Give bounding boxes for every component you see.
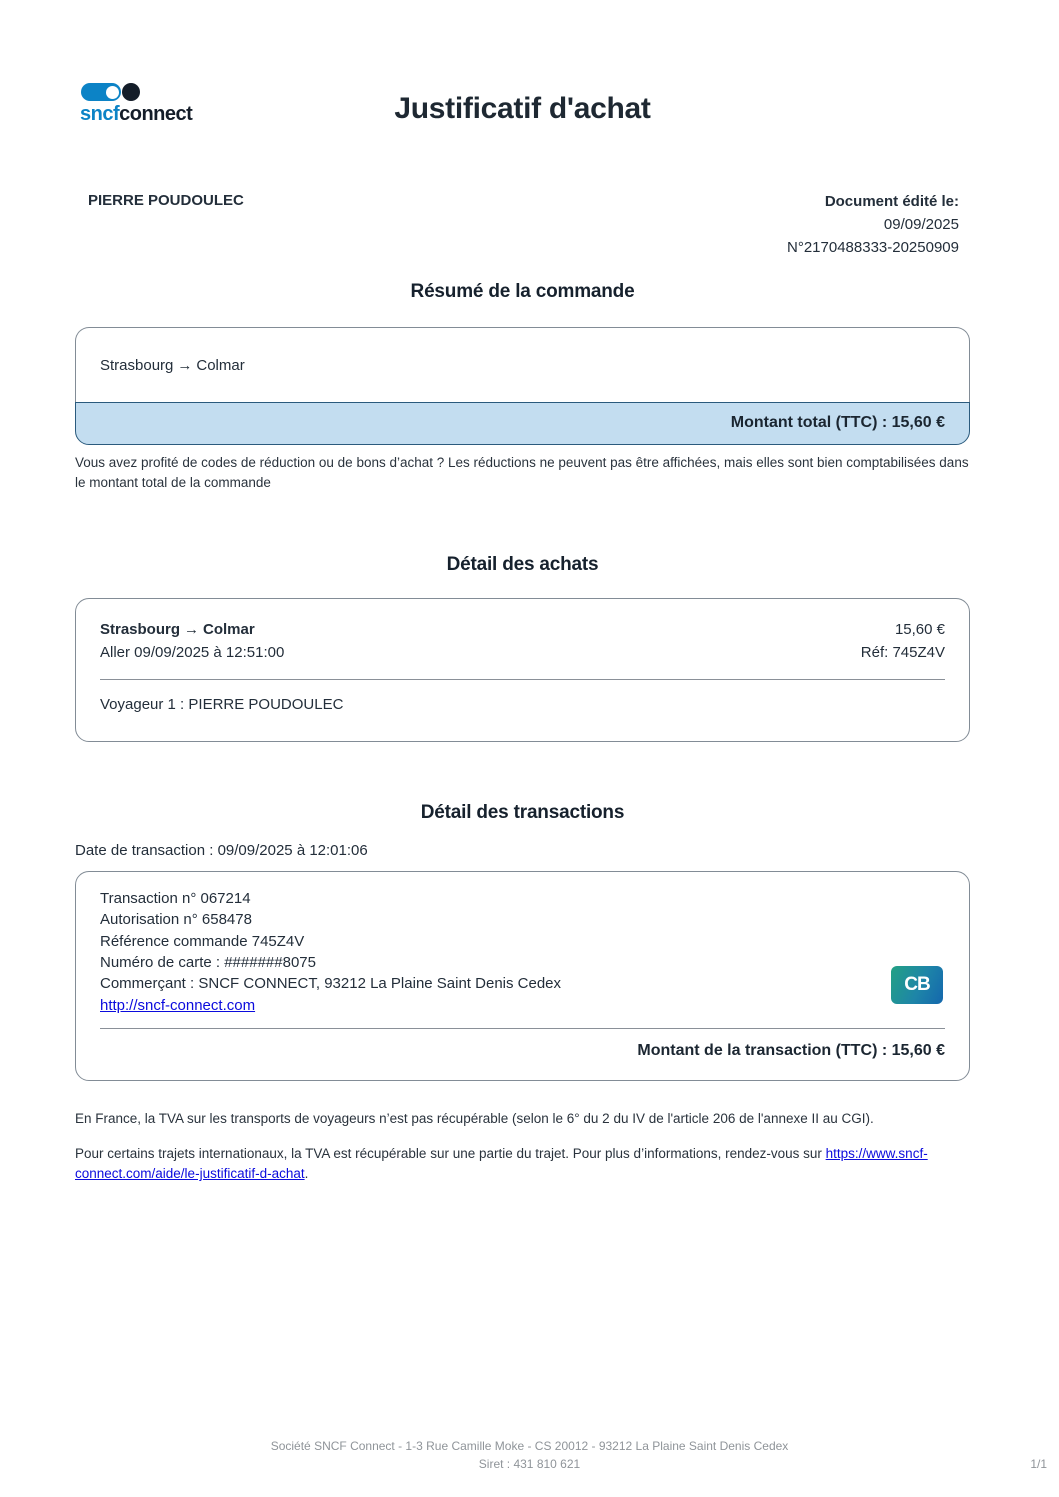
- trip-origin: Strasbourg: [100, 357, 174, 374]
- sncf-connect-logo-icon: [81, 82, 210, 102]
- order-total-band: [75, 402, 970, 445]
- authorization-number: Autorisation n° 658478: [100, 911, 252, 929]
- transaction-total-amount: Montant de la transaction (TTC) : 15,60 €: [637, 1041, 945, 1059]
- transactions-heading: Détail des transactions: [420, 802, 625, 824]
- logo-text-sncf: sncf: [80, 103, 120, 125]
- purchase-price: 15,60 €: [894, 621, 945, 639]
- logo-dot-shape: [122, 83, 140, 101]
- purchase-date: Aller 09/09/2025 à 12:51:00: [100, 644, 285, 662]
- card-number: Numéro de carte : #######8075: [100, 954, 316, 972]
- footer-siret: Siret : 431 810 621: [478, 1457, 581, 1471]
- logo-pill-knob: [106, 86, 119, 99]
- merchant-info: Commerçant : SNCF CONNECT, 93212 La Plaine Saint Denis Cedex: [100, 975, 562, 993]
- transaction-divider: [100, 1028, 945, 1029]
- cb-logo-text: CB: [904, 974, 930, 996]
- logo-pill-shape: [81, 83, 121, 101]
- order-reference: Référence commande 745Z4V: [100, 932, 305, 950]
- page-number: 1/1: [1030, 1457, 1047, 1471]
- trip-origin: Strasbourg: [100, 621, 181, 639]
- transaction-card: [75, 871, 970, 1081]
- cb-card-icon: [891, 966, 943, 1004]
- purchases-card: [75, 598, 970, 742]
- purchase-trip: [100, 621, 255, 638]
- purchases-heading: Détail des achats: [446, 554, 599, 576]
- order-total-amount: Montant total (TTC) : 15,60 €: [730, 414, 945, 431]
- footer: [0, 1437, 1059, 1473]
- document-edited-date: 09/09/2025: [883, 216, 959, 233]
- sncf-connect-logo: [80, 82, 210, 126]
- trip-destination: Colmar: [196, 357, 245, 374]
- sncf-connect-link[interactable]: http://sncf-connect.com: [100, 996, 256, 1014]
- trip-arrow-icon: →: [184, 621, 200, 639]
- trip-destination: Colmar: [203, 621, 255, 639]
- document-edited-label: Document édité le:: [824, 193, 959, 210]
- trip-arrow-icon: →: [177, 357, 193, 374]
- purchase-ref: Réf: 745Z4V: [860, 644, 945, 662]
- receipt-page: [75, 0, 970, 1185]
- transaction-number: Transaction n° 067214: [100, 890, 251, 908]
- order-summary-heading: Résumé de la commande: [410, 281, 635, 302]
- paragraph-period: .: [304, 1166, 309, 1182]
- header: [75, 82, 970, 144]
- discount-note: Vous avez profité de codes de réduction ou de bons d’achat ? Les réductions ne peuvent pas être affichées, mais elles sont bien comptabilisées dans le montant total de la commande: [75, 455, 969, 490]
- international-vat-text: Pour certains trajets internationaux, la TVA est récupérable sur une partie du trajet. Pour plus d’informations, rendez-vous sur: [75, 1146, 826, 1162]
- purchase-date-row: [100, 644, 945, 661]
- logo-wordmark: [80, 102, 210, 126]
- international-vat-paragraph: [75, 1144, 970, 1185]
- customer-name: PIERRE POUDOULEC: [88, 192, 244, 209]
- purchase-divider: [100, 679, 945, 680]
- transaction-date: Date de transaction : 09/09/2025 à 12:01:06: [75, 842, 368, 860]
- vat-legal-paragraph: En France, la TVA sur les transports de voyageurs n’est pas récupérable (selon le 6° du 2 du IV de l'article 206 de l'annexe II au CGI).: [75, 1110, 874, 1126]
- justificatif-help-link[interactable]: https://www.sncf-connect.com/aide/le-justificatif-d-achat: [75, 1146, 928, 1182]
- logo-text-connect: connect: [119, 103, 193, 125]
- page-title: Justificatif d'achat: [394, 92, 651, 125]
- order-summary-card: [75, 327, 970, 445]
- purchase-trip-row: [100, 621, 945, 638]
- document-number: N°2170488333-20250909: [787, 239, 959, 256]
- footer-company-address: Société SNCF Connect - 1-3 Rue Camille Moke - CS 20012 - 93212 La Plaine Saint Denis Cedex: [270, 1439, 789, 1453]
- document-info: [787, 190, 970, 259]
- order-summary-trip-row: [75, 327, 970, 402]
- traveler-name: Voyageur 1 : PIERRE POUDOULEC: [100, 696, 344, 714]
- customer-doc-info-row: [75, 190, 970, 259]
